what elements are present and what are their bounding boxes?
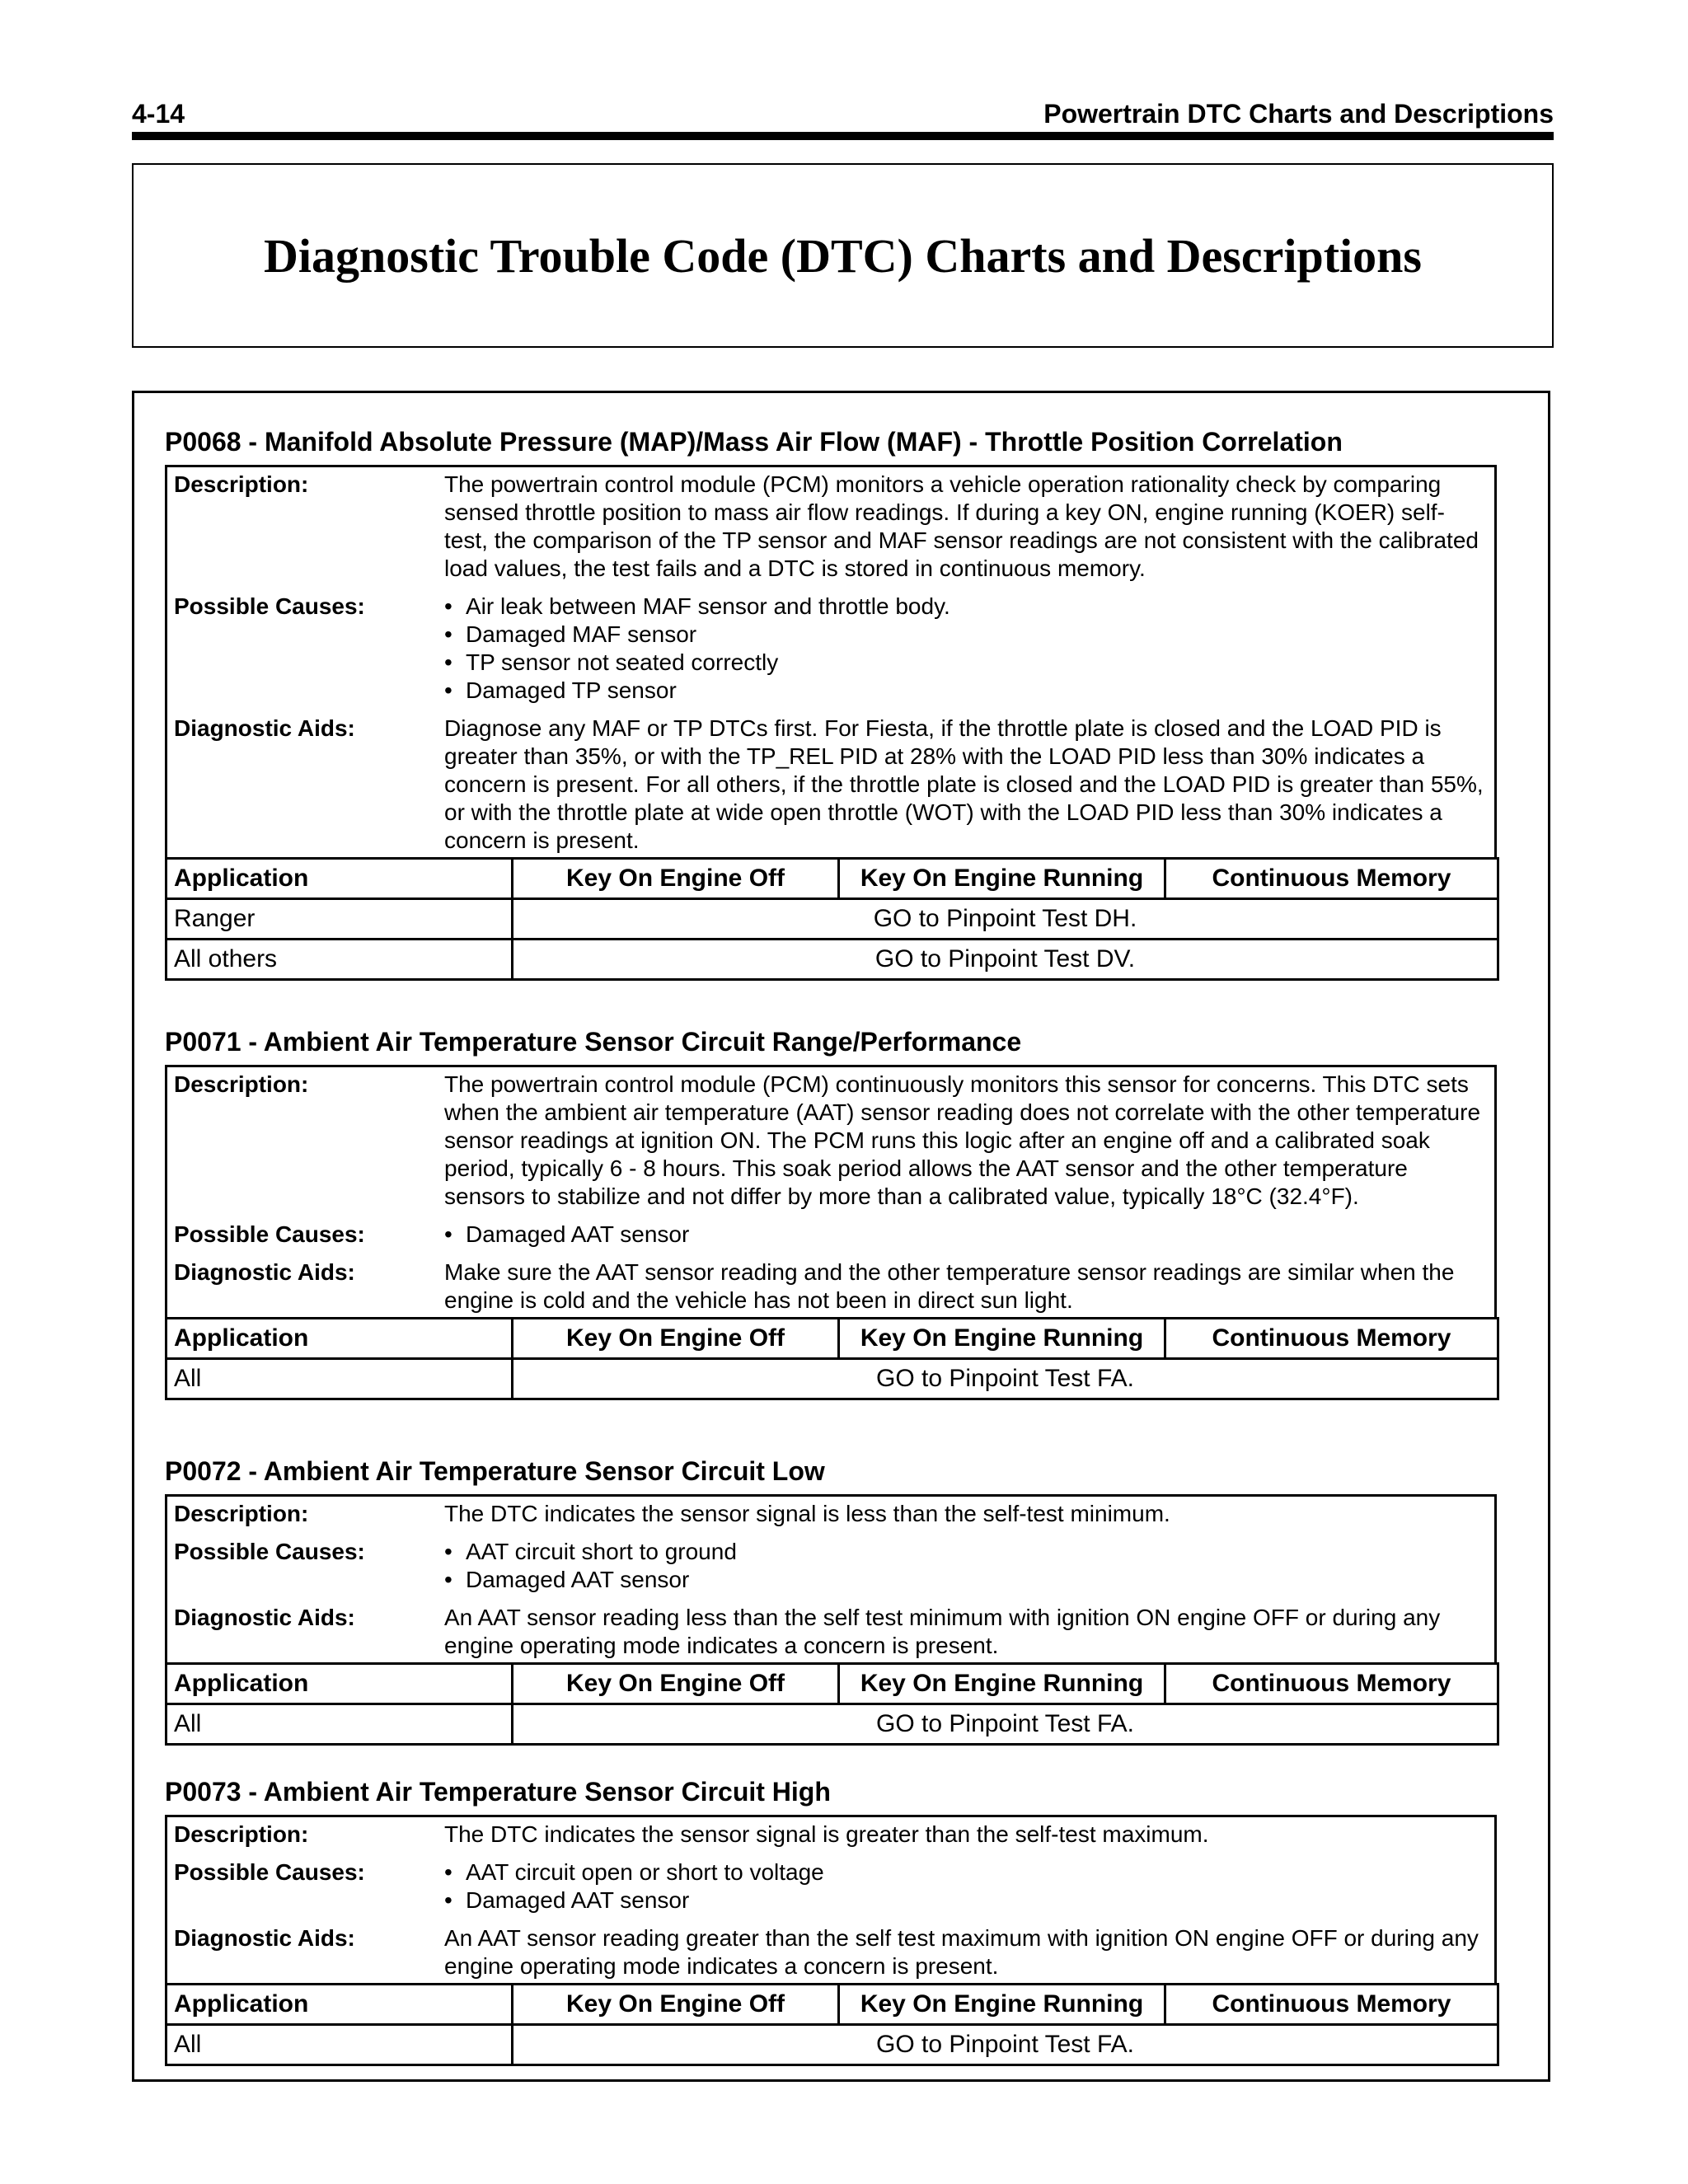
- dtc-info: [165, 1494, 1497, 1665]
- table-row: [166, 1359, 1498, 1399]
- list-item: • AAT circuit short to ground: [444, 1538, 1488, 1566]
- application-cell: All: [166, 2025, 513, 2065]
- dtc-heading: P0072 - Ambient Air Temperature Sensor Circuit Low: [165, 1456, 825, 1486]
- description-text: The DTC indicates the sensor signal is less than the self-test minimum.: [444, 1501, 1170, 1526]
- table-header-row: [166, 1664, 1498, 1704]
- aids-row: [174, 1604, 1488, 1660]
- description-row: [174, 1071, 1488, 1211]
- description-row: [174, 1821, 1488, 1849]
- col-koer: Key On Engine Running: [839, 1985, 1165, 2025]
- header-rule: [132, 132, 1554, 140]
- aids-text: Diagnose any MAF or TP DTCs first. For Fiesta, if the throttle plate is closed and the LOAD PID is greater than 35%, or with the TP_REL PID at 28% with the LOAD PID less than 30% indicates a concern is present. For all others, if the throttle plate is closed and the LOAD PID is greater than 55%, or with the throttle plate at wide open throttle (WOT) with the LOAD PID less than 30% indicates a concern is present.: [444, 715, 1484, 853]
- description-label: Description:: [174, 471, 309, 497]
- col-koer: Key On Engine Running: [839, 1664, 1165, 1704]
- table-header-row: [166, 859, 1498, 899]
- pinpoint-test-link[interactable]: GO to Pinpoint Test FA.: [513, 1359, 1498, 1399]
- list-item: • Damaged MAF sensor: [444, 621, 1488, 649]
- col-application: Application: [166, 1664, 513, 1704]
- title-box: [132, 163, 1554, 348]
- pinpoint-test-link[interactable]: GO to Pinpoint Test DH.: [513, 899, 1498, 940]
- table-row: [166, 1704, 1498, 1745]
- col-application: Application: [166, 1985, 513, 2025]
- list-item: • Damaged AAT sensor: [444, 1566, 1488, 1594]
- dtc-section: [165, 1025, 1497, 1400]
- causes-list: [444, 593, 1488, 705]
- dtc-section: [165, 1455, 1497, 1746]
- list-item: • Air leak between MAF sensor and throttle body.: [444, 593, 1488, 621]
- col-koer: Key On Engine Running: [839, 859, 1165, 899]
- list-item: • Damaged TP sensor: [444, 677, 1488, 705]
- pinpoint-test-link[interactable]: GO to Pinpoint Test FA.: [513, 1704, 1498, 1745]
- causes-label: Possible Causes:: [174, 1221, 365, 1247]
- application-cell: All: [166, 1359, 513, 1399]
- aids-text: Make sure the AAT sensor reading and the other temperature sensor readings are similar when the engine is cold and the vehicle has not been in direct sun light.: [444, 1259, 1455, 1313]
- col-koer: Key On Engine Running: [839, 1319, 1165, 1359]
- causes-list: [444, 1858, 1488, 1915]
- description-label: Description:: [174, 1071, 309, 1097]
- col-application: Application: [166, 859, 513, 899]
- aids-label: Diagnostic Aids:: [174, 1925, 355, 1951]
- dtc-section: [165, 425, 1497, 981]
- col-koeo: Key On Engine Off: [513, 859, 839, 899]
- application-table: [165, 1662, 1499, 1746]
- aids-label: Diagnostic Aids:: [174, 1605, 355, 1630]
- dtc-heading: P0068 - Manifold Absolute Pressure (MAP)/Mass Air Flow (MAF) - Throttle Position Correlation: [165, 427, 1343, 457]
- description-text: The powertrain control module (PCM) monitors a vehicle operation rationality check by comparing sensed throttle position to mass air flow readings. If during a key ON, engine running (KOER) self-test, the comparison of the TP sensor and MAF sensor readings are not consistent with the calibrated load values, the test fails and a DTC is stored in continuous memory.: [444, 471, 1479, 581]
- table-header-row: [166, 1319, 1498, 1359]
- causes-list: [444, 1538, 1488, 1594]
- description-label: Description:: [174, 1821, 309, 1847]
- description-text: The powertrain control module (PCM) continuously monitors this sensor for concerns. This DTC sets when the ambient air temperature (AAT) sensor reading does not correlate with the other temperature sensor readings at ignition ON. The PCM runs this logic after an engine off and a calibrated soak period, typically 6 - 8 hours. This soak period allows the AAT sensor and the other temperature sensors to stabilize and not differ by more than a calibrated value, typically 18°C (32.4°F).: [444, 1071, 1481, 1209]
- aids-row: [174, 715, 1488, 855]
- aids-text: An AAT sensor reading less than the self test minimum with ignition ON engine OFF or during any engine operating mode indicates a concern is present.: [444, 1605, 1441, 1658]
- application-cell: Ranger: [166, 899, 513, 940]
- dtc-info: [165, 1065, 1497, 1319]
- list-item: • Damaged AAT sensor: [444, 1221, 1488, 1249]
- dtc-section: [165, 1775, 1497, 2066]
- table-row: [166, 899, 1498, 940]
- pinpoint-test-link[interactable]: GO to Pinpoint Test DV.: [513, 940, 1498, 980]
- col-koeo: Key On Engine Off: [513, 1985, 839, 2025]
- description-row: [174, 1500, 1488, 1528]
- col-continuous-memory: Continuous Memory: [1165, 859, 1498, 899]
- dtc-heading: P0071 - Ambient Air Temperature Sensor Circuit Range/Performance: [165, 1027, 1022, 1057]
- table-header-row: [166, 1985, 1498, 2025]
- causes-row: [174, 593, 1488, 705]
- causes-list: [444, 1221, 1488, 1249]
- col-koeo: Key On Engine Off: [513, 1664, 839, 1704]
- col-continuous-memory: Continuous Memory: [1165, 1319, 1498, 1359]
- application-table: [165, 1983, 1499, 2066]
- dtc-heading: P0073 - Ambient Air Temperature Sensor Circuit High: [165, 1777, 831, 1807]
- description-row: [174, 471, 1488, 583]
- page-number: 4-14: [132, 99, 185, 129]
- col-application: Application: [166, 1319, 513, 1359]
- page-title: Diagnostic Trouble Code (DTC) Charts and Descriptions: [264, 228, 1422, 283]
- application-cell: All others: [166, 940, 513, 980]
- aids-label: Diagnostic Aids:: [174, 1259, 355, 1285]
- causes-label: Possible Causes:: [174, 1859, 365, 1885]
- col-continuous-memory: Continuous Memory: [1165, 1985, 1498, 2025]
- pinpoint-test-link[interactable]: GO to Pinpoint Test FA.: [513, 2025, 1498, 2065]
- description-label: Description:: [174, 1501, 309, 1526]
- table-row: [166, 2025, 1498, 2065]
- aids-text: An AAT sensor reading greater than the self test maximum with ignition ON engine OFF or during any engine operating mode indicates a concern is present.: [444, 1925, 1479, 1979]
- aids-label: Diagnostic Aids:: [174, 715, 355, 741]
- list-item: • Damaged AAT sensor: [444, 1886, 1488, 1915]
- aids-row: [174, 1258, 1488, 1315]
- list-item: • TP sensor not seated correctly: [444, 649, 1488, 677]
- causes-row: [174, 1858, 1488, 1915]
- dtc-info: [165, 465, 1497, 860]
- col-koeo: Key On Engine Off: [513, 1319, 839, 1359]
- application-table: [165, 1317, 1499, 1400]
- table-row: [166, 940, 1498, 980]
- application-table: [165, 857, 1499, 981]
- aids-row: [174, 1924, 1488, 1980]
- col-continuous-memory: Continuous Memory: [1165, 1664, 1498, 1704]
- section-title: Powertrain DTC Charts and Descriptions: [1043, 99, 1554, 129]
- description-text: The DTC indicates the sensor signal is greater than the self-test maximum.: [444, 1821, 1209, 1847]
- application-cell: All: [166, 1704, 513, 1745]
- list-item: • AAT circuit open or short to voltage: [444, 1858, 1488, 1886]
- dtc-info: [165, 1815, 1497, 1985]
- causes-label: Possible Causes:: [174, 1539, 365, 1564]
- causes-label: Possible Causes:: [174, 593, 365, 619]
- causes-row: [174, 1538, 1488, 1594]
- causes-row: [174, 1221, 1488, 1249]
